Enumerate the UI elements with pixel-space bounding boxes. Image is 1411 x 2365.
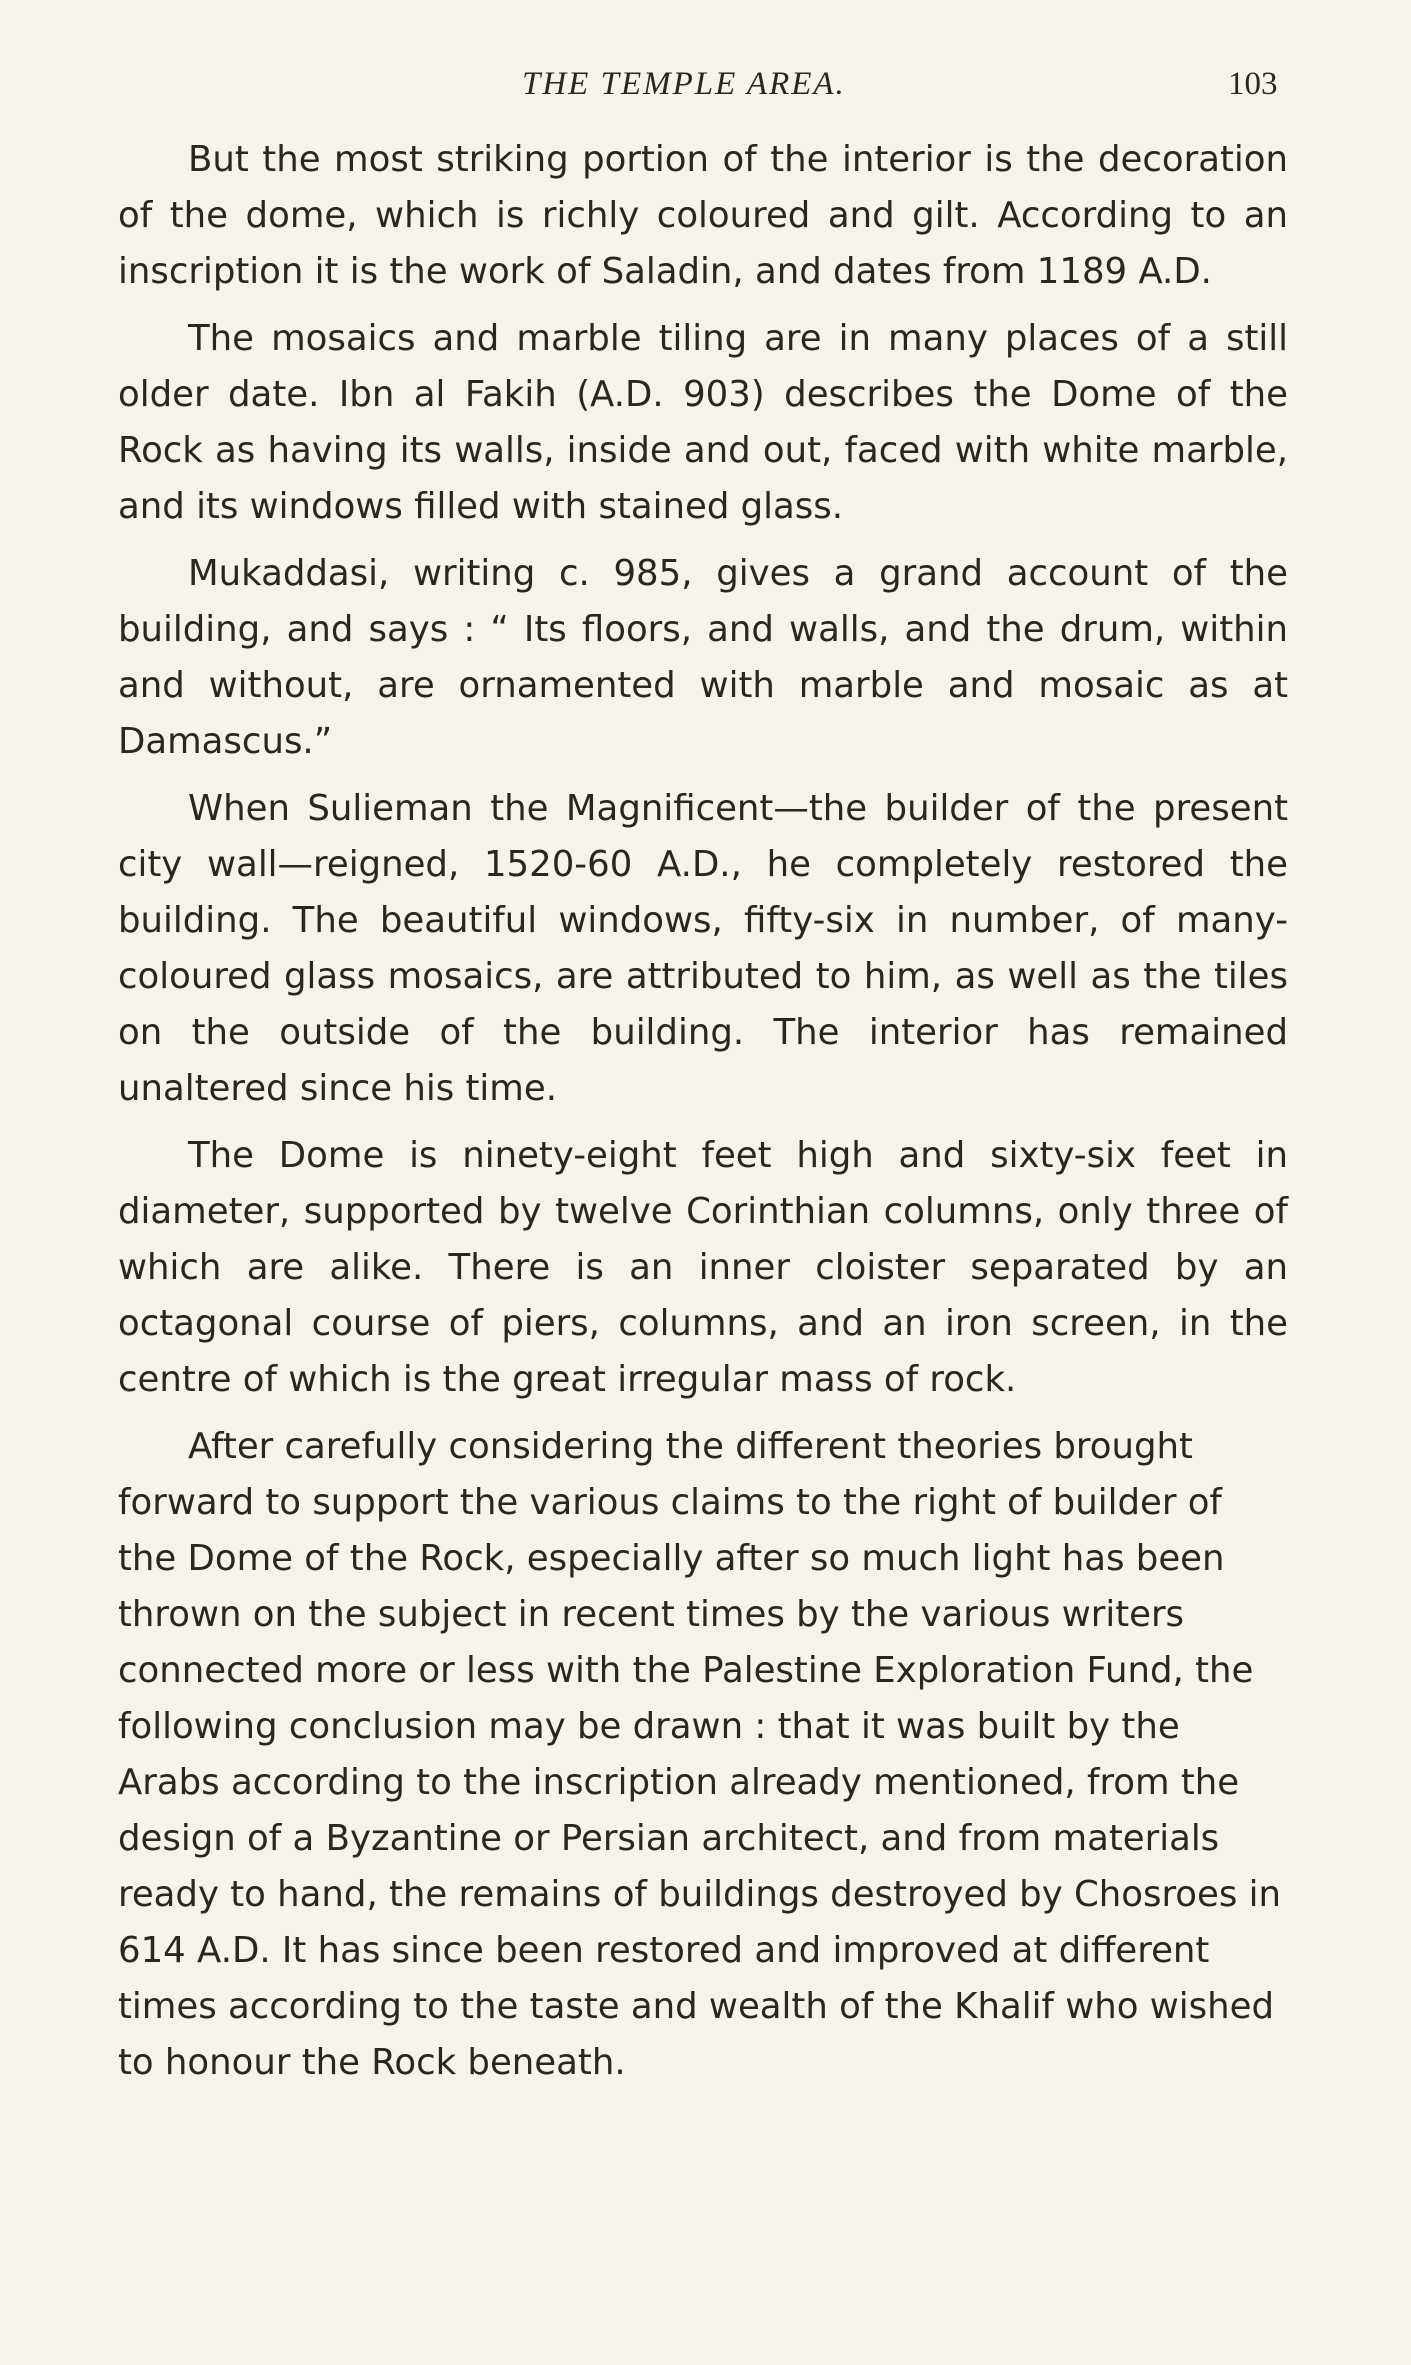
paragraph: The Dome is ninety-eight feet high and sixty-six feet in diameter, supported by twelve Corinthian columns, only three of which are alike. There is an inner cloister separated by an octagonal course of piers, columns, and an iron screen, in the centre of which is the great irregular mass of rock. (118, 1135, 1288, 1400)
paragraph: But the most striking portion of the interior is the decoration of the dome, which is richly coloured and gilt. According to an inscription it is the work of Saladin, and dates from 1189 A.D. (118, 139, 1288, 292)
running-title: THE TEMPLE AREA. (522, 66, 846, 102)
page-header (0, 62, 1411, 112)
paragraph: After carefully considering the different theories brought forward to support the various claims to the right of builder of the Dome of the Rock, especially after so much light has been thrown on the subject in recent times by the various writers connected more or less with the Palestine Exploration Fund, the following conclusion may be drawn : that it was built by the Arabs according to the inscription already mentioned, from the design of a Byzantine or Persian architect, and from materials ready to hand, the remains of buildings destroyed by Chosroes in 614 A.D. It has since been restored and improved at different times according to the taste and wealth of the Khalif who wished to honour the Rock beneath. (118, 1426, 1282, 2083)
paragraph: The mosaics and marble tiling are in many places of a still older date. Ibn al Fakih (A.D. 903) describes the Dome of the Rock as having its walls, inside and out, faced with white marble, and its windows filled with stained glass. (118, 318, 1288, 527)
paragraph: When Sulieman the Magnificent—the builder of the present city wall—reigned, 1520-60 A.D., he completely restored the building. The beautiful windows, fifty-six in number, of many-coloured glass mosaics, are attributed to him, as well as the tiles on the outside of the building. The interior has remained unaltered since his time. (118, 788, 1288, 1109)
body-text (118, 132, 1288, 2102)
page-number: 103 (1228, 66, 1278, 102)
paragraph: Mukaddasi, writing c. 985, gives a grand account of the building, and says : “ Its floors, and walls, and the drum, within and without, are ornamented with marble and mosaic as at Damascus.” (118, 553, 1288, 762)
